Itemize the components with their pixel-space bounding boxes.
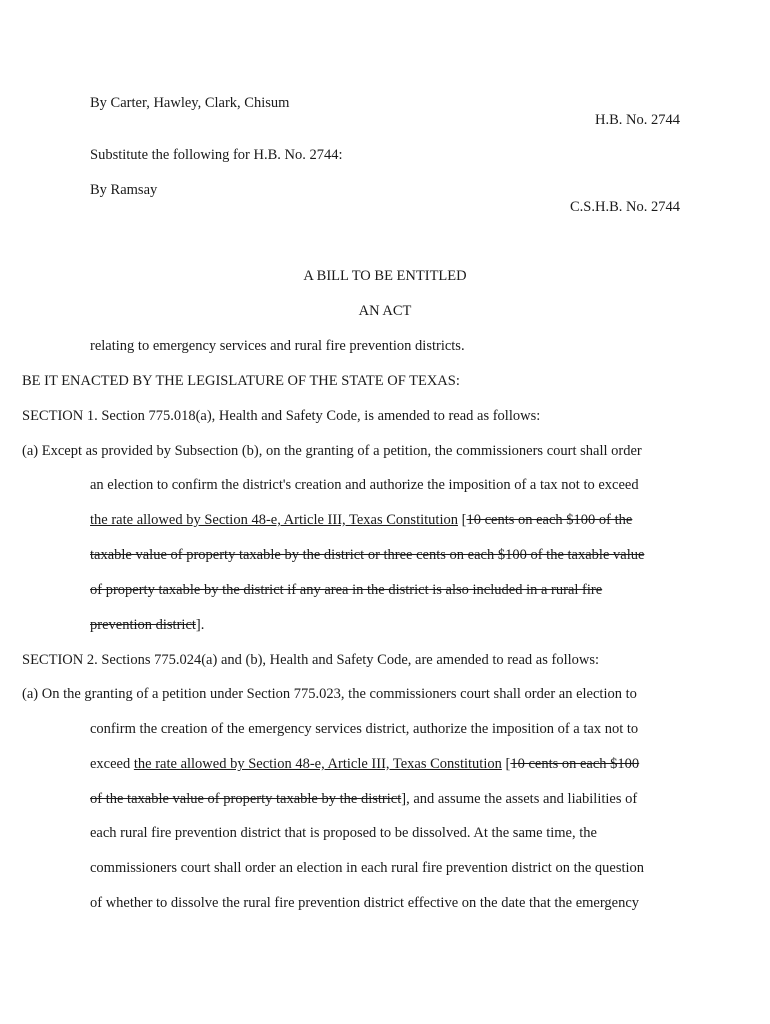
bracket-close: ]. xyxy=(195,617,205,633)
bill-caption: relating to emergency services and rural fire prevention districts. xyxy=(90,338,465,354)
substitute-author: By Ramsay xyxy=(90,182,158,198)
bracket-open: [ xyxy=(457,512,467,528)
inserted-text: the rate allowed by Section 48-e, Article III, Texas Constitution xyxy=(133,756,502,772)
section-1-line-5 xyxy=(90,581,602,599)
deleted-text: 10 cents on each $100 xyxy=(510,756,640,772)
section-2-line-6: commissioners court shall order an election in each rural fire prevention district on the question xyxy=(90,860,645,876)
bill-title: A BILL TO BE ENTITLED xyxy=(303,268,467,284)
enacting-clause: BE IT ENACTED BY THE LEGISLATURE OF THE STATE OF TEXAS: xyxy=(22,373,460,389)
deleted-text: prevention district xyxy=(90,617,196,633)
bracket-open: [ xyxy=(501,756,511,772)
section-1-line-2: an election to confirm the district's creation and authorize the imposition of a tax not to exceed xyxy=(90,477,639,493)
bill-number: H.B. No. 2744 xyxy=(595,112,680,128)
section-2-line-3 xyxy=(90,755,639,773)
section-2-line-4 xyxy=(90,790,637,808)
deleted-text: of property taxable by the district if any area in the district is also included in a rural fire xyxy=(90,582,603,598)
act-title: AN ACT xyxy=(358,303,412,319)
section-1-line-1: (a) Except as provided by Subsection (b), on the granting of a petition, the commissioners court shall order xyxy=(22,443,642,459)
section-2-line-7: of whether to dissolve the rural fire prevention district effective on the date that the emergency xyxy=(90,895,640,911)
section-2-line-2: confirm the creation of the emergency services district, authorize the imposition of a tax not to xyxy=(90,721,639,737)
section-1-heading: SECTION 1. Section 775.018(a), Health and Safety Code, is amended to read as follows: xyxy=(22,408,541,424)
substitute-bill-number: C.S.H.B. No. 2744 xyxy=(570,199,680,215)
section-1-line-4 xyxy=(90,546,644,564)
authors-line: By Carter, Hawley, Clark, Chisum xyxy=(90,95,290,111)
substitute-line: Substitute the following for H.B. No. 2744: xyxy=(90,147,343,163)
section-1-line-3 xyxy=(90,511,632,529)
deleted-text: of the taxable value of property taxable by the district xyxy=(90,791,402,807)
text-run: exceed xyxy=(90,756,134,772)
deleted-text: 10 cents on each $100 of the xyxy=(466,512,633,528)
deleted-text: taxable value of property taxable by the district or three cents on each $100 of the taxable value xyxy=(90,547,645,563)
section-2-heading: SECTION 2. Sections 775.024(a) and (b), Health and Safety Code, are amended to read as follows: xyxy=(22,652,600,668)
inserted-text: the rate allowed by Section 48-e, Article III, Texas Constitution xyxy=(90,512,458,528)
section-1-line-6 xyxy=(90,616,204,634)
section-2-line-5: each rural fire prevention district that is proposed to be dissolved. At the same time, the xyxy=(90,825,597,841)
text-run: ], and assume the assets and liabilities of xyxy=(401,791,638,807)
section-2-line-1: (a) On the granting of a petition under Section 775.023, the commissioners court shall order an election to xyxy=(22,686,637,702)
